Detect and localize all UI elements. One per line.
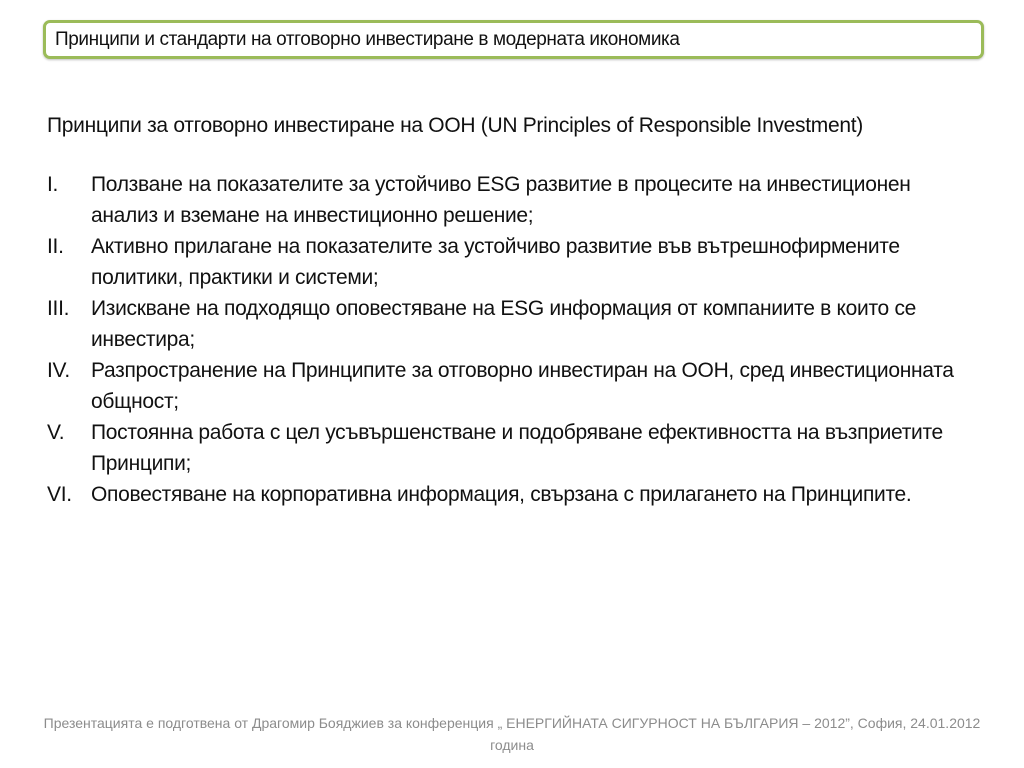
principles-list <box>47 169 977 510</box>
principle-numeral: II. <box>47 235 64 258</box>
principle-item <box>47 417 977 479</box>
principle-item <box>47 293 977 355</box>
principle-item <box>47 355 977 417</box>
slide-title-box <box>43 20 984 59</box>
principle-text: Ползване на показателите за устойчиво ESG развитие в процесите на инвестиционен анализ и вземане на инвестиционно решение; <box>91 173 911 227</box>
section-heading: Принципи за отговорно инвестиране на ООН (UN Principles of Responsible Investment) <box>47 114 863 137</box>
principle-numeral: V. <box>47 421 65 444</box>
principle-numeral: IV. <box>47 359 70 382</box>
principle-text: Разпространение на Принципите за отговорно инвестиран на ООН, сред инвестиционната общност; <box>91 359 954 413</box>
principle-text: Активно прилагане на показателите за устойчиво развитие във вътрешнофирмените политики, практики и системи; <box>91 235 900 289</box>
principle-item <box>47 231 977 293</box>
principle-text: Оповестяване на корпоративна информация, свързана с прилагането на Принципите. <box>91 483 912 506</box>
principle-text: Изискване на подходящо оповестяване на ESG информация от компаниите в които се инвестира; <box>91 297 917 351</box>
principle-numeral: VI. <box>47 483 72 506</box>
principle-numeral: III. <box>47 297 70 320</box>
slide-content <box>47 110 977 510</box>
principle-numeral: I. <box>47 173 59 196</box>
principle-item <box>47 169 977 231</box>
principle-text: Постоянна работа с цел усъвършенстване и подобряване ефективността на възприетите Принципи; <box>91 421 943 475</box>
slide-footer: Презентацията е подготвена от Драгомир Бояджиев за конференция „ ЕНЕРГИЙНАТА СИГУРНОСТ НА БЪЛГАРИЯ – 2012”, София, 24.01.2012 година <box>43 715 981 753</box>
principle-item <box>47 479 977 510</box>
slide-title: Принципи и стандарти на отговорно инвестиране в модерната икономика <box>55 28 680 50</box>
